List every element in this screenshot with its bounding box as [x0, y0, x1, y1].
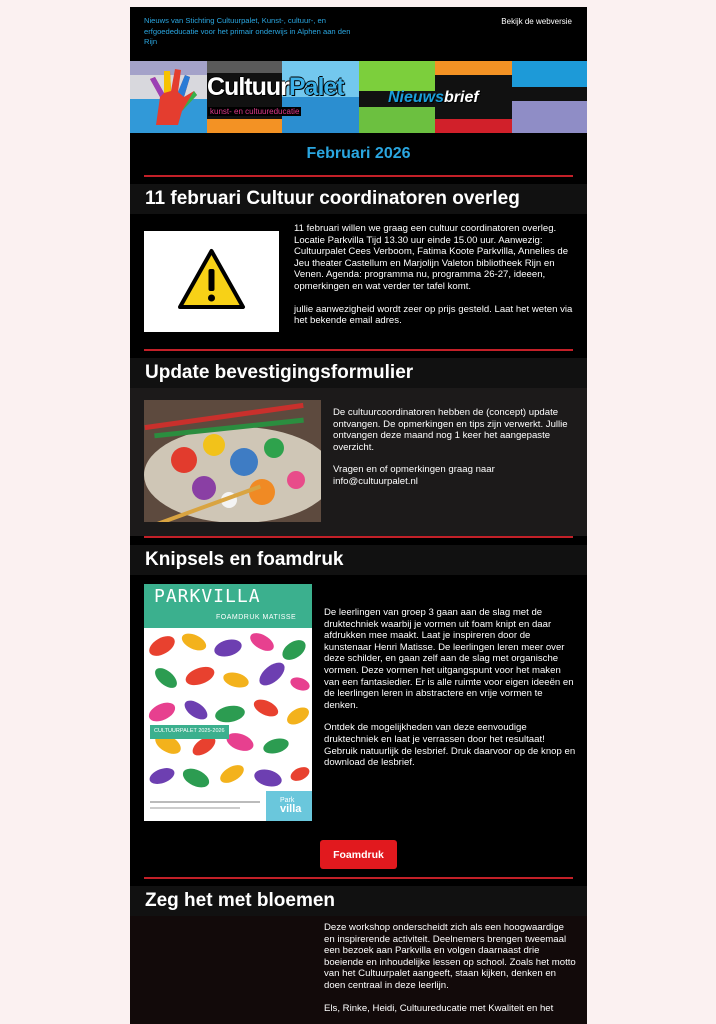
banner-block — [512, 61, 587, 87]
section-divider — [144, 349, 573, 351]
paint-palette-image — [144, 400, 321, 522]
newsletter — [130, 7, 587, 1024]
section-paragraph: Deze workshop onderscheidt zich als een hoogwaardige en inspirerende activiteit. Deelnemers brengen tweemaal een bezoek aan Parkvilla en volgen daarnaast drie boeiende en inhoudelijke lessen op school. Zoals het motto van het Cultuurpalet aangeeft, staan kijken, denken en doen centraal in deze leerlijn. — [324, 922, 576, 991]
poster-footer — [144, 728, 312, 821]
section-title: 11 februari Cultuur coordinatoren overleg — [130, 184, 587, 214]
section-divider — [144, 175, 573, 177]
section-text — [294, 223, 574, 338]
poster-brand-part1: Park — [280, 797, 295, 804]
section-text — [324, 607, 576, 780]
banner-block — [207, 119, 282, 133]
section-paragraph: De leerlingen van groep 3 gaan aan de slag met de druktechniek waarbij je vormen uit foam knipt en daar afdrukken mee maakt. Laat je inspireren door de kunstenaar Henri Matisse. De leerlingen leren meer over deze schilder, en gaan zelf aan de slag met organische vormen. Deze vormen het uitgangspunt voor het maken van een fantasiedier. Er is alle ruimte voor eigen ideeën en de leerlingen leren in abstractere en vrije vormen te denken. — [324, 607, 574, 711]
section-paragraph: Vragen en of opmerkingen graag naar info@cultuurpalet.nl — [333, 464, 495, 487]
banner-block — [435, 61, 512, 75]
section-paragraph: Els, Rinke, Heidi, Cultuureducatie met Kwaliteit en het — [324, 1002, 554, 1014]
poster-footer-line — [150, 801, 260, 803]
section-paragraph: De cultuurcoordinatoren hebben de (concept) update ontvangen. De opmerkingen en tips zijn verwerkt. Jullie ontvangen deze maand nog 1 keer het aangepaste overzicht. — [333, 407, 568, 453]
issue-month-row — [130, 133, 587, 175]
section-body — [130, 916, 587, 1024]
poster-brand-part2: villa — [280, 803, 302, 815]
nieuwsbrief-heading — [388, 89, 479, 107]
header-bar — [130, 7, 587, 61]
section-paragraph: Ontdek de mogelijkheden van deze eenvoudige druktechniek en laat je verrassen door het resultaat! Gebruik natuurlijk de lesbrief. Druk daarvoor op de knop en download de lesbrief. — [324, 722, 576, 769]
nieuws-part1: Nieuws — [388, 89, 445, 106]
section-text — [333, 407, 573, 499]
section-title: Knipsels en foamdruk — [130, 545, 587, 575]
section-body — [130, 575, 587, 877]
poster-footer-line — [150, 807, 240, 809]
painted-hand-icon — [142, 67, 200, 127]
poster-label: CULTUURPALET 2025-2026 — [150, 725, 229, 739]
banner-block — [207, 61, 282, 73]
logo-wordmark — [207, 73, 344, 102]
section-text — [324, 922, 576, 1024]
poster-logo — [266, 791, 312, 821]
poster-subtitle: FOAMDRUK MATISSE — [216, 614, 297, 621]
logo-part1: Cultuur — [207, 73, 289, 101]
nieuws-part2: brief — [444, 89, 479, 106]
foamdruk-button[interactable]: Foamdruk — [320, 840, 397, 869]
paint-palette-illustration — [144, 400, 321, 522]
banner-block — [359, 61, 435, 91]
warning-image — [144, 231, 279, 332]
poster-title: PARKVILLA — [154, 586, 261, 607]
section-title: Zeg het met bloemen — [130, 886, 587, 916]
logo-subtitle: kunst- en cultuureducatie — [210, 107, 300, 116]
section-divider — [144, 877, 573, 879]
section-title: Update bevestigingsformulier — [130, 358, 587, 388]
section-paragraph: jullie aanwezigheid wordt zeer op prijs gesteld. Laat het weten via het bekende email adres. — [294, 303, 573, 327]
header-tagline: Nieuws van Stichting Cultuurpalet, Kunst-, cultuur-, en erfgoededucatie voor het primair onderwijs in Alphen aan den Rijn — [144, 16, 351, 46]
webversion-link[interactable]: Bekijk de webversie — [501, 17, 572, 26]
banner-block — [512, 101, 587, 133]
section-body — [130, 388, 587, 536]
foamdruk-poster-image — [144, 584, 312, 821]
issue-month: Februari 2026 — [306, 145, 411, 162]
logo-part2: Palet — [288, 73, 344, 101]
matisse-cutouts-illustration — [144, 628, 312, 793]
newsletter-banner — [130, 61, 587, 133]
banner-block — [359, 107, 435, 133]
section-paragraph: 11 februari willen we graag een cultuur coordinatoren overleg. Locatie Parkvilla Tijd 13.30 uur einde 15.00 uur. Aanwezig: Cultuurpalet Cees Verboom, Fatima Koote Parkvilla, Annelies de Jeu theater Castellum en Marjolijn Valeton bibliotheek Rijn en Venen. Agenda: programma nu, programma 26-27, ideeen, opmerkingen en wat verder ter tafel komt. — [294, 223, 569, 292]
poster-header — [144, 584, 312, 628]
section-divider — [144, 536, 573, 538]
warning-triangle-icon — [144, 231, 279, 332]
section-body — [130, 214, 587, 349]
banner-block — [435, 119, 512, 133]
